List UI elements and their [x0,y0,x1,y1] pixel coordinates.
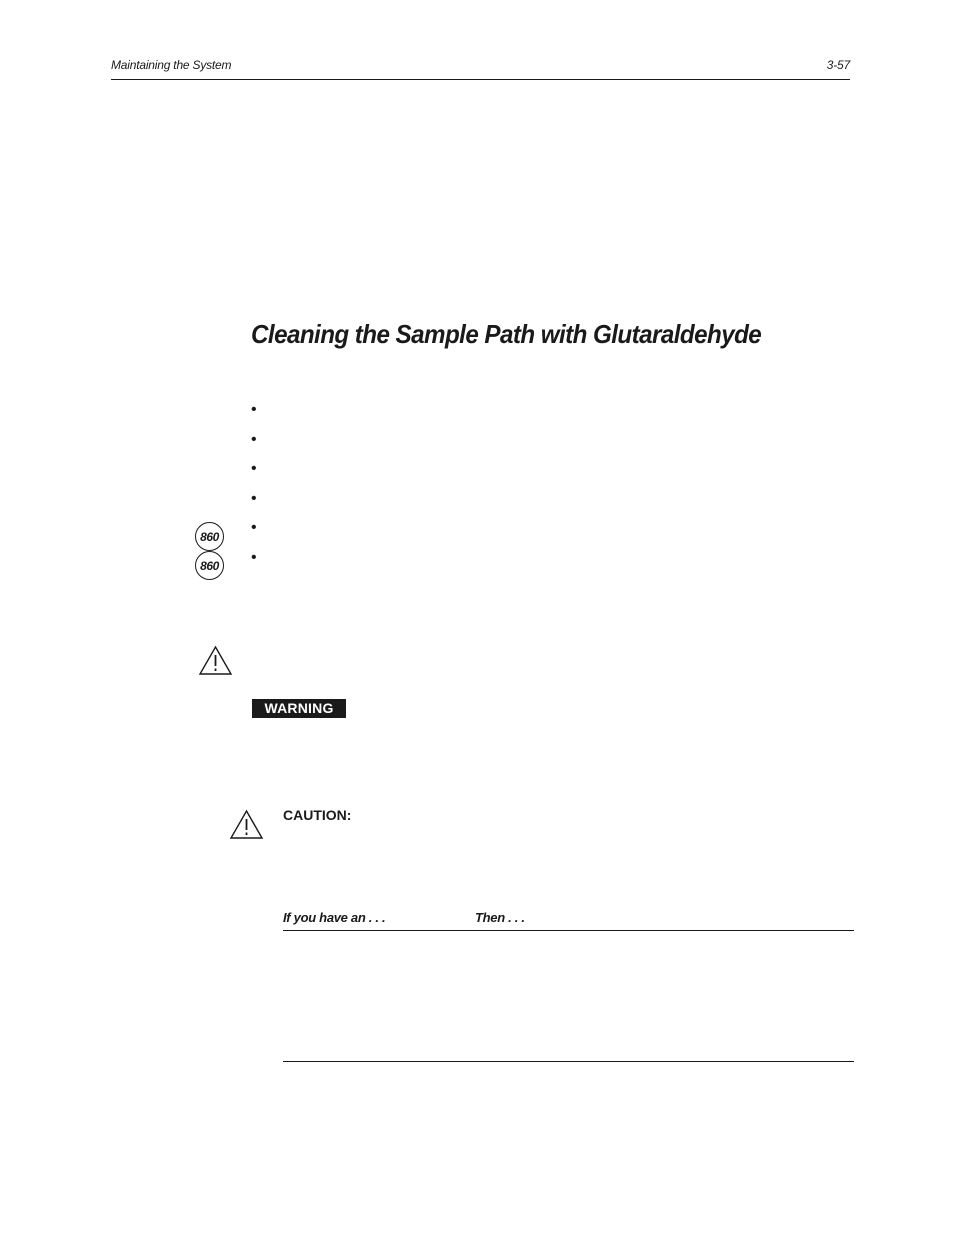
page-number: 3-57 [826,58,850,72]
warning-triangle-icon [198,645,233,676]
running-header-title: Maintaining the System [111,58,232,72]
caution-triangle-icon [229,809,264,840]
bullet-3: • [251,460,257,477]
header-rule [111,79,850,80]
page-title: Cleaning the Sample Path with Glutaraldehyde [251,319,762,349]
table-top-rule [283,930,854,931]
bullet-1: • [251,401,257,418]
bullet-2: • [251,431,257,448]
bullet-6: • [251,549,257,566]
bullet-5: • [251,519,257,536]
model-860-badge: 860 [195,522,224,551]
bullet-4: • [251,490,257,507]
table-bottom-rule [283,1061,854,1062]
caution-label: CAUTION: [283,807,352,823]
warning-label: WARNING [252,699,346,718]
table-header-action: Then . . . [475,910,525,925]
model-860-badge: 860 [195,551,224,580]
table-header-condition: If you have an . . . [283,910,386,925]
